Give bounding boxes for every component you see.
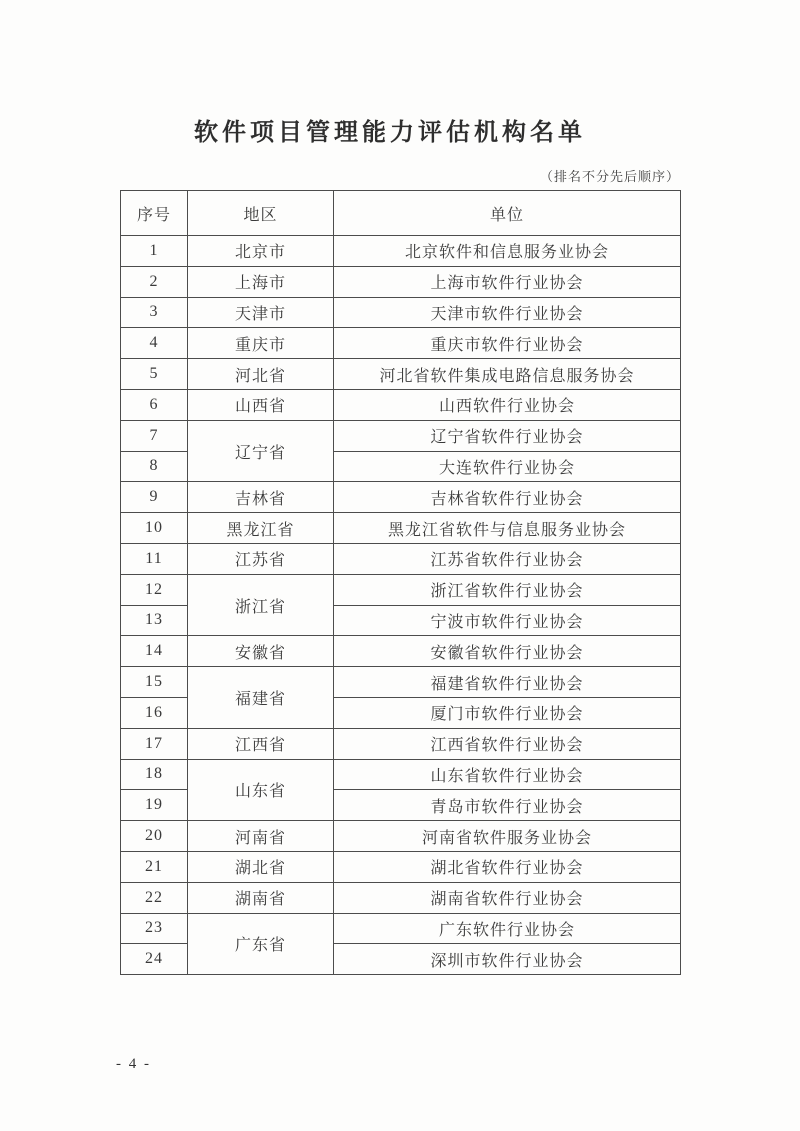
row-number-cell: 10 [121, 513, 188, 544]
region-cell: 山东省 [188, 759, 334, 821]
table-row [121, 236, 681, 267]
region-cell: 浙江省 [188, 574, 334, 636]
region-cell: 山西省 [188, 389, 334, 420]
unit-cell: 河南省软件服务业协会 [334, 821, 681, 852]
table-row [121, 882, 681, 913]
table-row [121, 913, 681, 944]
institutions-table-body [121, 236, 681, 975]
unit-cell: 上海市软件行业协会 [334, 266, 681, 297]
unit-cell: 浙江省软件行业协会 [334, 574, 681, 605]
unit-cell: 黑龙江省软件与信息服务业协会 [334, 513, 681, 544]
region-cell: 江西省 [188, 728, 334, 759]
unit-cell: 安徽省软件行业协会 [334, 636, 681, 667]
row-number-cell: 16 [121, 697, 188, 728]
unit-cell: 吉林省软件行业协会 [334, 482, 681, 513]
row-number-cell: 9 [121, 482, 188, 513]
unit-cell: 江西省软件行业协会 [334, 728, 681, 759]
unit-cell: 厦门市软件行业协会 [334, 697, 681, 728]
col-header-region: 地区 [188, 191, 334, 236]
row-number-cell: 22 [121, 882, 188, 913]
row-number-cell: 11 [121, 543, 188, 574]
row-number-cell: 14 [121, 636, 188, 667]
table-row [121, 266, 681, 297]
institutions-table [120, 190, 681, 975]
region-cell: 湖南省 [188, 882, 334, 913]
unit-cell: 天津市软件行业协会 [334, 297, 681, 328]
table-header-row [121, 191, 681, 236]
table-row [121, 543, 681, 574]
table-row [121, 513, 681, 544]
row-number-cell: 4 [121, 328, 188, 359]
row-number-cell: 7 [121, 420, 188, 451]
page-title: 软件项目管理能力评估机构名单 [194, 119, 586, 146]
unit-cell: 北京软件和信息服务业协会 [334, 236, 681, 267]
region-cell: 天津市 [188, 297, 334, 328]
row-number-cell: 21 [121, 851, 188, 882]
region-cell: 安徽省 [188, 636, 334, 667]
row-number-cell: 13 [121, 605, 188, 636]
col-header-unit: 单位 [334, 191, 681, 236]
row-number-cell: 15 [121, 667, 188, 698]
table-row [121, 328, 681, 359]
table-row [121, 420, 681, 451]
region-cell: 上海市 [188, 266, 334, 297]
ranking-note: （排名不分先后顺序） [539, 169, 680, 184]
row-number-cell: 8 [121, 451, 188, 482]
unit-cell: 江苏省软件行业协会 [334, 543, 681, 574]
unit-cell: 湖南省软件行业协会 [334, 882, 681, 913]
unit-cell: 青岛市软件行业协会 [334, 790, 681, 821]
row-number-cell: 3 [121, 297, 188, 328]
region-cell: 北京市 [188, 236, 334, 267]
unit-cell: 重庆市软件行业协会 [334, 328, 681, 359]
table-row [121, 482, 681, 513]
region-cell: 福建省 [188, 667, 334, 729]
region-cell: 黑龙江省 [188, 513, 334, 544]
table-row [121, 759, 681, 790]
table-row [121, 667, 681, 698]
row-number-cell: 24 [121, 944, 188, 975]
row-number-cell: 18 [121, 759, 188, 790]
row-number-cell: 12 [121, 574, 188, 605]
unit-cell: 山东省软件行业协会 [334, 759, 681, 790]
row-number-cell: 20 [121, 821, 188, 852]
unit-cell: 宁波市软件行业协会 [334, 605, 681, 636]
table-row [121, 297, 681, 328]
unit-cell: 福建省软件行业协会 [334, 667, 681, 698]
row-number-cell: 5 [121, 359, 188, 390]
table-row [121, 636, 681, 667]
unit-cell: 河北省软件集成电路信息服务协会 [334, 359, 681, 390]
table-row [121, 574, 681, 605]
region-cell: 广东省 [188, 913, 334, 975]
table-row [121, 851, 681, 882]
region-cell: 河北省 [188, 359, 334, 390]
row-number-cell: 17 [121, 728, 188, 759]
row-number-cell: 2 [121, 266, 188, 297]
region-cell: 吉林省 [188, 482, 334, 513]
region-cell: 重庆市 [188, 328, 334, 359]
region-cell: 江苏省 [188, 543, 334, 574]
col-header-no: 序号 [121, 191, 188, 236]
table-row [121, 728, 681, 759]
row-number-cell: 19 [121, 790, 188, 821]
unit-cell: 大连软件行业协会 [334, 451, 681, 482]
row-number-cell: 6 [121, 389, 188, 420]
table-row [121, 821, 681, 852]
row-number-cell: 23 [121, 913, 188, 944]
region-cell: 湖北省 [188, 851, 334, 882]
region-cell: 辽宁省 [188, 420, 334, 482]
unit-cell: 广东软件行业协会 [334, 913, 681, 944]
table-row [121, 359, 681, 390]
unit-cell: 辽宁省软件行业协会 [334, 420, 681, 451]
unit-cell: 山西软件行业协会 [334, 389, 681, 420]
page-number: - 4 - [116, 1056, 151, 1072]
region-cell: 河南省 [188, 821, 334, 852]
table-row [121, 389, 681, 420]
unit-cell: 湖北省软件行业协会 [334, 851, 681, 882]
row-number-cell: 1 [121, 236, 188, 267]
unit-cell: 深圳市软件行业协会 [334, 944, 681, 975]
